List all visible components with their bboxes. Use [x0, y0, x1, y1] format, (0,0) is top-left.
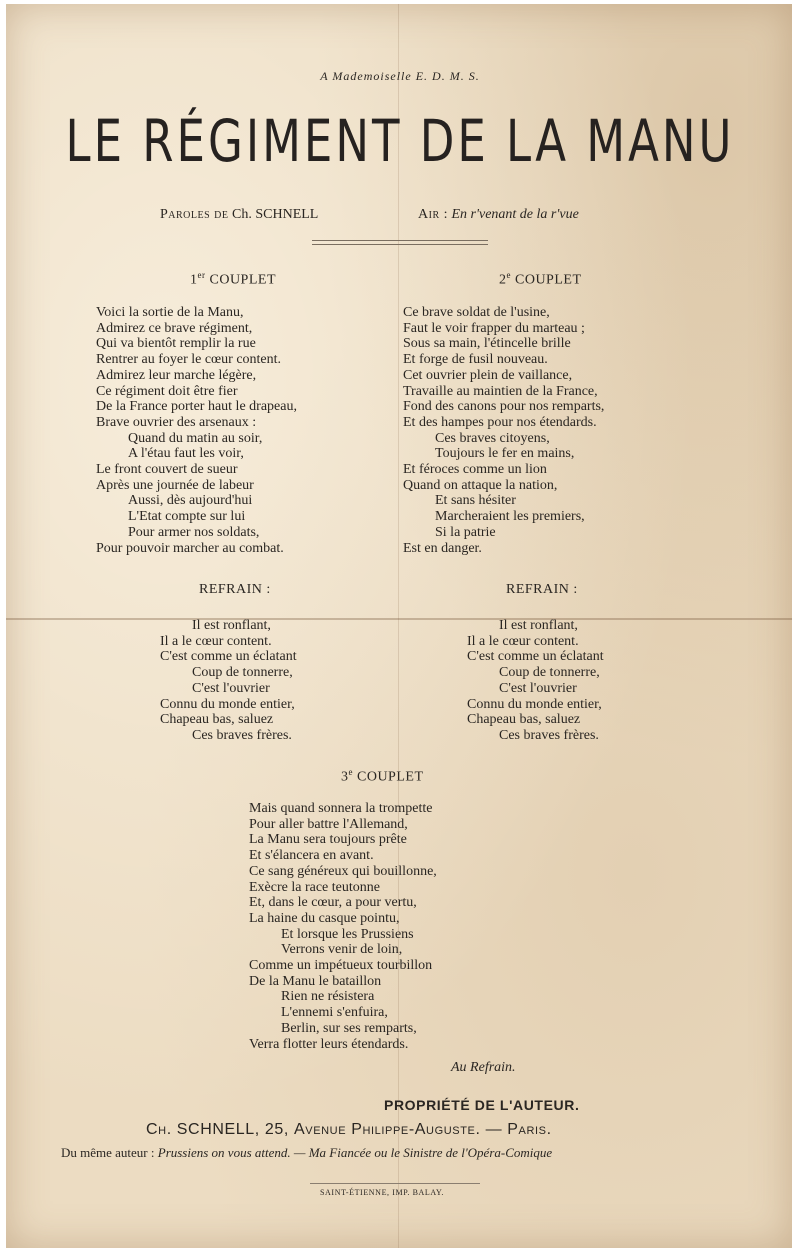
verse-line: Pour pouvoir marcher au combat. [96, 540, 284, 556]
verse-line: Qui va bientôt remplir la rue [96, 336, 256, 352]
verse-line: Il a le cœur content. [160, 633, 272, 649]
address-name: Ch. SCHNELL [146, 1121, 255, 1138]
verse-line: Et lorsque les Prussiens [281, 926, 414, 942]
verse-line: C'est l'ouvrier [192, 680, 270, 696]
verse-line: Ces braves frères. [499, 727, 599, 743]
couplet2-verse [403, 305, 604, 556]
author-address [146, 1121, 552, 1139]
couplet3-number: 3 [341, 769, 349, 785]
verse-line: Il est ronflant, [192, 618, 271, 633]
verse-line: Il est ronflant, [499, 618, 578, 633]
verse-line: Travaille au maintien de la France, [403, 383, 598, 399]
lyrics-author: Ch. SCHNELL [232, 207, 319, 222]
verse-line: Rien ne résistera [281, 989, 375, 1005]
verse-line: Toujours le fer en mains, [435, 446, 575, 462]
decorative-rule [312, 240, 488, 245]
verse-line: Si la patrie [435, 524, 496, 540]
horizontal-fold-crease [6, 618, 792, 620]
couplet1-verse [96, 305, 297, 556]
verse-line: Est en danger. [403, 540, 482, 556]
verse-line: Berlin, sur ses remparts, [281, 1020, 417, 1036]
verse-line: Ces braves citoyens, [435, 430, 550, 446]
address-separator: . — [475, 1121, 508, 1138]
address-street: Avenue Philippe-Auguste [293, 1121, 476, 1138]
couplet1-heading [190, 270, 276, 289]
couplet2-ordinal: e [506, 270, 511, 280]
couplet2-heading [499, 270, 582, 289]
verse-line: La Manu sera toujours prête [249, 832, 407, 848]
verse-line: Fond des canons pour nos remparts, [403, 399, 605, 415]
verse-line: Faut le voir frapper du marteau ; [403, 320, 585, 336]
verse-line: Chapeau bas, saluez [467, 712, 581, 728]
verse-line: C'est comme un éclatant [160, 649, 297, 665]
couplet2-number: 2 [499, 272, 507, 288]
verse-line: De la Manu le bataillon [249, 973, 382, 989]
refrain-right-heading: REFRAIN : [506, 582, 578, 597]
verse-line: Aussi, dès aujourd'hui [128, 493, 253, 509]
ownership-notice: PROPRIÉTÉ DE L'AUTEUR. [384, 1097, 580, 1113]
verse-line: Et sans hésiter [435, 493, 516, 509]
dedication: A Mademoiselle E. D. M. S. [320, 69, 480, 83]
verse-line: Ce sang généreux qui bouillonne, [249, 863, 437, 879]
refrain-left-heading: REFRAIN : [199, 582, 271, 597]
couplet1-word: COUPLET [205, 272, 276, 288]
verse-line: Ce brave soldat de l'usine, [403, 305, 550, 320]
verse-line: Le front couvert de sueur [96, 462, 238, 478]
verse-line: Il a le cœur content. [467, 633, 579, 649]
same-author-works: Prussiens on vous attend. — Ma Fiancée ou le Sinistre de l'Opéra-Comique [157, 1145, 553, 1160]
same-author-prefix: Du même auteur : [61, 1145, 155, 1160]
verse-line: Rentrer au foyer le cœur content. [96, 352, 282, 368]
verse-line: Et, dans le cœur, a pour vertu, [249, 895, 417, 911]
couplet3-verse [249, 801, 437, 1052]
same-author-line [61, 1145, 552, 1161]
vertical-fold-crease [398, 4, 399, 1248]
au-refrain-note: Au Refrain. [451, 1060, 516, 1075]
verse-line: C'est l'ouvrier [499, 680, 577, 696]
tune-credit [418, 207, 579, 223]
verse-line: Quand on attaque la nation, [403, 477, 558, 493]
couplet3-word: COUPLET [353, 769, 424, 785]
verse-line: Voici la sortie de la Manu, [96, 305, 244, 320]
paper-sheet [6, 4, 792, 1248]
verse-line: L'Etat compte sur lui [128, 509, 246, 525]
verse-line: Coup de tonnerre, [499, 665, 600, 681]
verse-line: Admirez ce brave régiment, [96, 320, 253, 336]
verse-line: C'est comme un éclatant [467, 649, 604, 665]
verse-line: Pour armer nos soldats, [128, 524, 260, 540]
verse-line: Après une journée de labeur [96, 477, 254, 493]
couplet1-ordinal: er [197, 270, 206, 280]
verse-line: Et féroces comme un lion [403, 462, 547, 478]
verse-line: Mais quand sonnera la trompette [249, 801, 433, 816]
song-title: LE RÉGIMENT DE LA MANU [65, 108, 735, 175]
tune-title: En r'venant de la r'vue [451, 207, 579, 222]
address-number: , 25, [254, 1121, 294, 1138]
verse-line: De la France porter haut le drapeau, [96, 399, 297, 415]
verse-line: Chapeau bas, saluez [160, 712, 274, 728]
couplet3-heading [341, 767, 424, 786]
verse-line: L'ennemi s'enfuira, [281, 1005, 388, 1021]
verse-line: A l'étau faut les voir, [128, 446, 244, 462]
verse-line: Et forge de fusil nouveau. [403, 352, 548, 368]
tune-label: Air : [418, 207, 448, 222]
verse-line: Ces braves frères. [192, 727, 292, 743]
verse-line: Marcheraient les premiers, [435, 509, 585, 525]
address-city: Paris. [507, 1121, 552, 1138]
verse-line: Comme un impétueux tourbillon [249, 958, 433, 974]
verse-line: Coup de tonnerre, [192, 665, 293, 681]
verse-line: Et s'élancera en avant. [249, 848, 374, 864]
verse-line: Sous sa main, l'étincelle brille [403, 336, 571, 352]
refrain-right [467, 618, 604, 744]
refrain-left [160, 618, 297, 744]
printer-rule [310, 1183, 480, 1184]
verse-line: La haine du casque pointu, [249, 910, 400, 926]
verse-line: Cet ouvrier plein de vaillance, [403, 367, 573, 383]
verse-line: Connu du monde entier, [467, 696, 602, 712]
verse-line: Verra flotter leurs étendards. [249, 1036, 409, 1052]
verse-line: Quand du matin au soir, [128, 430, 263, 446]
lyrics-credit [160, 207, 318, 223]
lyrics-label: Paroles de [160, 207, 229, 222]
printer-imprint: SAINT-ÉTIENNE, IMP. BALAY. [320, 1188, 444, 1197]
couplet3-ordinal: e [348, 767, 353, 777]
verse-line: Ce régiment doit être fier [96, 383, 238, 399]
verse-line: Pour aller battre l'Allemand, [249, 816, 408, 832]
verse-line: Brave ouvrier des arsenaux : [96, 414, 257, 430]
verse-line: Verrons venir de loin, [281, 942, 403, 958]
verse-line: Connu du monde entier, [160, 696, 295, 712]
verse-line: Admirez leur marche légère, [96, 367, 257, 383]
verse-line: Exècre la race teutonne [249, 879, 380, 895]
couplet1-number: 1 [190, 272, 198, 288]
verse-line: Et des hampes pour nos étendards. [403, 414, 597, 430]
couplet2-word: COUPLET [511, 272, 582, 288]
